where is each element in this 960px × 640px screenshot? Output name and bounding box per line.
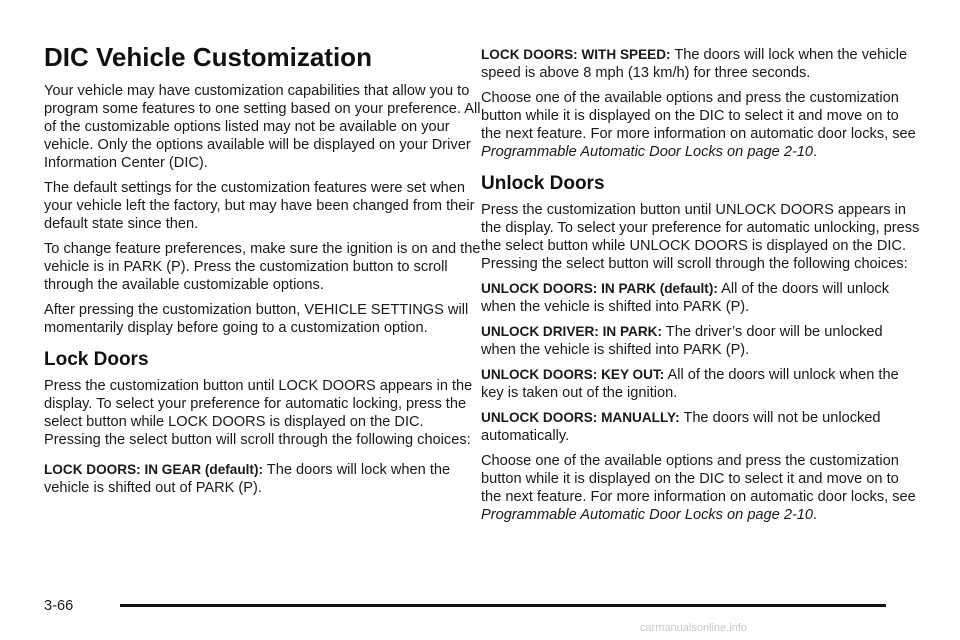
change-preferences-paragraph: To change feature preferences, make sure the ignition is on and the vehicle is in PARK (P). Press the customization button to scroll through the available customizable options. — [44, 241, 481, 293]
lock-with-speed-item — [481, 46, 921, 82]
right-column — [481, 46, 921, 531]
choose-option-text-unlock: Choose one of the available options and press the customization button while it is displayed on the DIC to select it and move on to the next feature. For more information on automatic door locks, see — [481, 453, 916, 505]
vehicle-settings-paragraph: After pressing the customization button, VEHICLE SETTINGS will momentarily display before going to a customization option. — [44, 302, 469, 336]
unlock-manually-term: UNLOCK DOORS: MANUALLY: — [481, 410, 680, 425]
unlock-key-out-item — [481, 366, 921, 402]
default-settings-paragraph: The default settings for the customization features were set when your vehicle left the factory, but may have been changed from their default state since then. — [44, 180, 475, 232]
unlock-key-out-text: All of the doors will unlock when the key is taken out of the ignition. — [481, 367, 899, 401]
choose-option-paragraph-lock — [481, 89, 921, 161]
page-number: 3-66 — [44, 598, 74, 614]
unlock-in-park-term: UNLOCK DOORS: IN PARK (default): — [481, 281, 718, 296]
page-title: DIC Vehicle Customization — [44, 42, 372, 72]
lock-doors-heading: Lock Doors — [44, 349, 149, 370]
unlock-in-park-item — [481, 280, 921, 316]
unlock-driver-item — [481, 323, 921, 359]
choose-option-paragraph-unlock — [481, 452, 921, 524]
unlock-manually-item — [481, 409, 921, 445]
unlock-driver-text: The driver’s door will be unlocked when the vehicle is shifted into PARK (P). — [481, 324, 883, 358]
cross-reference-lock: Programmable Automatic Door Locks on page 2-10 — [481, 144, 814, 160]
lock-in-gear-item — [44, 461, 484, 497]
watermark: carmanualsonline.info — [640, 622, 748, 634]
lock-in-gear-text: The doors will lock when the vehicle is shifted out of PARK (P). — [44, 462, 451, 496]
lock-in-gear-term: LOCK DOORS: IN GEAR (default): — [44, 462, 264, 477]
lock-with-speed-term: LOCK DOORS: WITH SPEED: — [481, 47, 671, 62]
unlock-in-park-text: All of the doors will unlock when the vehicle is shifted into PARK (P). — [481, 281, 890, 315]
unlock-key-out-term: UNLOCK DOORS: KEY OUT: — [481, 367, 665, 382]
unlock-manually-text: The doors will not be unlocked automatically. — [481, 410, 881, 444]
intro-paragraph: Your vehicle may have customization capabilities that allow you to program some features to one setting based on your preference. All of the customizable options listed may not be available on your vehicle. Only the options available will be displayed on your Driver Information Center (DIC). — [44, 83, 481, 171]
choose-option-end-lock: . — [813, 144, 818, 160]
unlock-driver-term: UNLOCK DRIVER: IN PARK: — [481, 324, 662, 339]
left-column — [44, 42, 484, 504]
choose-option-end-unlock: . — [813, 507, 818, 523]
footer-rule — [120, 604, 886, 607]
unlock-doors-heading: Unlock Doors — [481, 173, 605, 194]
lock-with-speed-text: The doors will lock when the vehicle speed is above 8 mph (13 km/h) for three seconds. — [481, 47, 908, 81]
lock-doors-paragraph: Press the customization button until LOCK DOORS appears in the display. To select your preference for automatic locking, press the select button while LOCK DOORS is displayed on the DIC. Pressing the select button will scroll through the following choices: — [44, 378, 473, 448]
unlock-doors-paragraph: Press the customization button until UNLOCK DOORS appears in the display. To select your preference for automatic unlocking, press the select button while UNLOCK DOORS is displayed on the DIC. Pressing the select button will scroll through the following choices: — [481, 202, 920, 272]
choose-option-text-lock: Choose one of the available options and press the customization button while it is displayed on the DIC to select it and move on to the next feature. For more information on automatic door locks, see — [481, 90, 916, 142]
cross-reference-unlock: Programmable Automatic Door Locks on page 2-10 — [481, 507, 814, 523]
